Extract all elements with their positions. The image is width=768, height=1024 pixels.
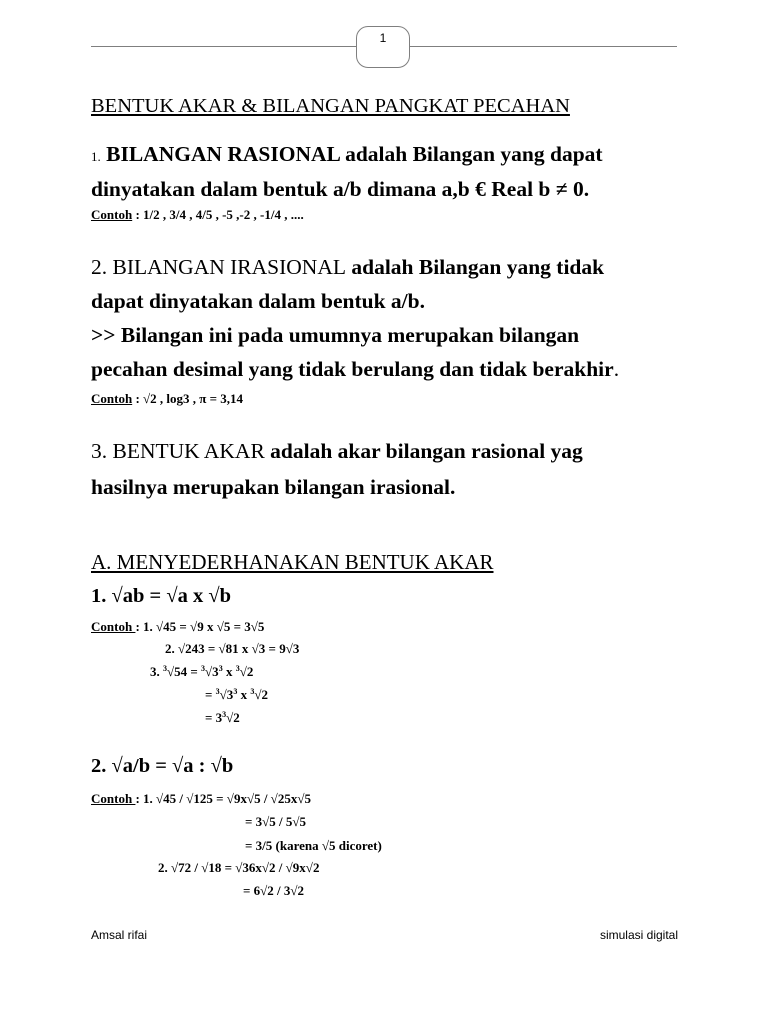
cube-exponent: 3 <box>218 664 223 673</box>
item1-line1 <box>91 137 603 174</box>
formula1-example-1-text: : 1. √45 = √9 x √5 = 3√5 <box>135 619 265 634</box>
item3-line2: hasilnya merupakan bilangan irasional. <box>91 475 456 499</box>
formula2-example-5: = 6√2 / 3√2 <box>243 883 305 898</box>
formula1-example-3-c: x <box>222 664 236 679</box>
cube-index: 3 <box>201 664 206 673</box>
item1-example-label: Contoh <box>91 207 133 222</box>
formula2-example-3: = 3/5 (karena √5 dicoret) <box>245 838 382 853</box>
formula1-example-3 <box>150 664 253 680</box>
formula1-example-5-a: = 3 <box>205 710 223 725</box>
formula1-example-5 <box>205 710 240 726</box>
formula-1: 1. √ab = √a x √b <box>91 585 231 607</box>
footer-author: Amsal rifai <box>91 928 148 942</box>
item2-line4 <box>91 352 619 386</box>
page-number: 1 <box>379 31 387 45</box>
item1-example-text: : 1/2 , 3/4 , 4/5 , -5 ,-2 , -1/4 , .... <box>132 207 304 222</box>
header-rule-left <box>91 46 356 47</box>
formula1-example-2: 2. √243 = √81 x √3 = 9√3 <box>165 641 300 656</box>
cube-index: 3 <box>163 664 167 673</box>
item1-number: 1. <box>91 149 101 164</box>
section-a-title: A. MENYEDERHANAKAN BENTUK AKAR <box>91 550 494 574</box>
formula1-example-4-c: x <box>237 687 251 702</box>
formula1-example-5-b: √2 <box>226 710 240 725</box>
item2-example-text: : √2 , log3 , π = 3,14 <box>132 391 244 406</box>
formula1-example-label: Contoh <box>91 619 136 634</box>
item3-text1: adalah akar bilangan rasional yag <box>264 439 583 463</box>
item2-example-label: Contoh <box>91 391 133 406</box>
formula1-example-3-num: 3. <box>150 664 163 679</box>
item2-line4-text: pecahan desimal yang tidak berulang dan tidak berakhir <box>91 357 614 381</box>
cube-index: 3 <box>235 664 240 673</box>
formula1-example-1 <box>91 619 264 635</box>
formula1-example-3-b: √3 <box>205 664 219 679</box>
item2-line4-end: . <box>613 357 620 381</box>
cube-exponent: 3 <box>233 687 238 696</box>
cube-index: 3 <box>250 687 255 696</box>
header-rule-right <box>410 46 677 47</box>
item2-text1: adalah Bilangan yang tidak <box>346 255 605 279</box>
formula1-example-4-b: √3 <box>219 687 234 702</box>
formula2-example-1-text: : 1. √45 / √125 = √9x√5 / √25x√5 <box>135 791 311 806</box>
formula1-example-4-d: √2 <box>254 687 268 702</box>
formula2-example-4: 2. √72 / √18 = √36x√2 / √9x√2 <box>158 860 320 875</box>
formula2-example-1 <box>91 791 311 807</box>
cube-index: 3 <box>222 710 227 719</box>
item1-example <box>91 207 304 223</box>
item3-line1 <box>91 434 583 468</box>
item2-example <box>91 391 243 407</box>
item2-line3: >> Bilangan ini pada umumnya merupakan bilangan <box>91 323 580 347</box>
formula1-example-3-d: √2 <box>239 664 254 679</box>
item3-heading: 3. BENTUK AKAR <box>91 439 265 463</box>
item2-line2: dapat dinyatakan dalam bentuk a/b. <box>91 289 425 313</box>
footer-subject: simulasi digital <box>599 928 678 942</box>
formula-2: 2. √a/b = √a : √b <box>91 755 234 777</box>
item2-line1 <box>91 250 604 284</box>
item1-heading: BILANGAN RASIONAL <box>106 142 340 166</box>
item1-text1: adalah Bilangan yang dapat <box>339 142 603 166</box>
cube-index: 3 <box>215 687 220 696</box>
item2-heading: 2. BILANGAN IRASIONAL <box>91 255 346 279</box>
item1-line2: dinyatakan dalam bentuk a/b dimana a,b € Real b ≠ 0. <box>91 177 590 201</box>
formula1-example-4-a: = <box>205 687 216 702</box>
formula1-example-3-a: √54 = <box>167 664 202 679</box>
document-title: BENTUK AKAR & BILANGAN PANGKAT PECAHAN <box>91 95 570 117</box>
formula1-example-4 <box>205 687 268 703</box>
formula2-example-2: = 3√5 / 5√5 <box>245 814 307 829</box>
formula2-example-label: Contoh <box>91 791 136 806</box>
